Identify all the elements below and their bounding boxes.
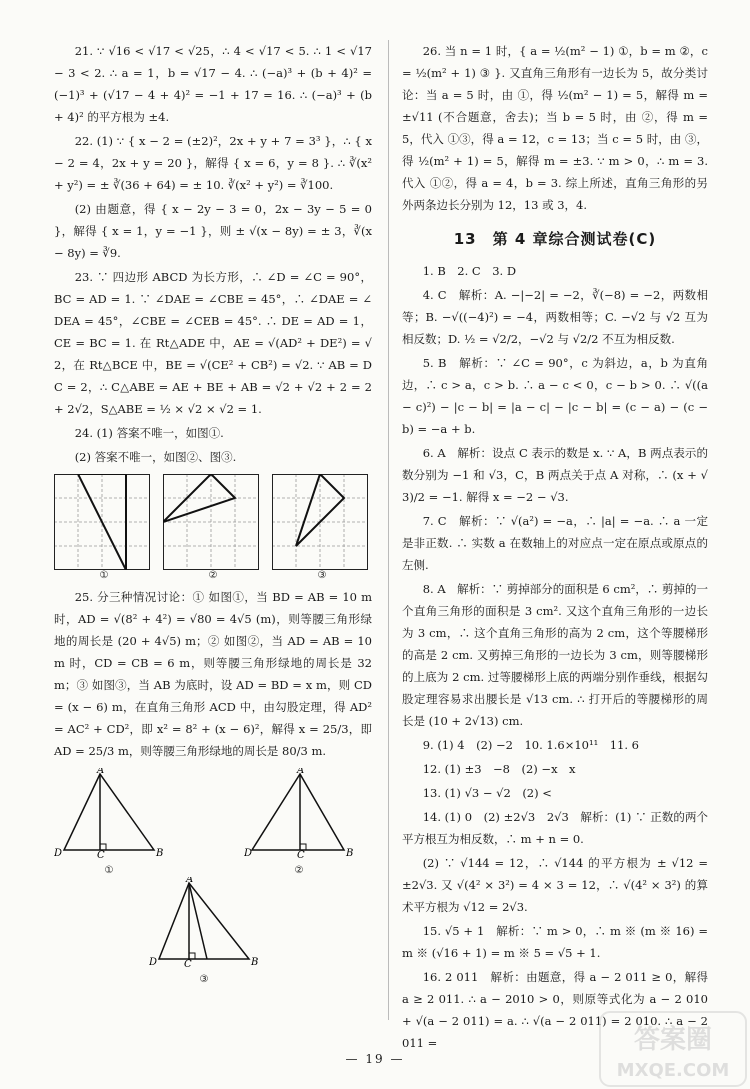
section-title: 13 第 4 章综合测试卷(C) bbox=[453, 230, 657, 248]
watermark-url: MXQE.COM bbox=[616, 1060, 730, 1081]
point-label-a: A bbox=[186, 877, 194, 885]
point-label-b: B bbox=[346, 848, 354, 858]
answer-22-part2: (2) 由题意，得 { x − 2y − 3 = 0，2x − 3y − 5 = 0 }，解得 { x = 1，y = −1 }，则 ± √(x − 8y) = ± 3，∛(x − 8y) = ∛9. bbox=[54, 202, 372, 260]
answer-1-3: 1. B 2. C 3. D bbox=[422, 264, 517, 278]
left-column bbox=[54, 40, 372, 986]
answer-22-part1: 22. (1) ∵ { x − 2 = (±2)²，2x + y + 7 = 3³ }，∴ { x − 2 = 4，2x + y = 20 }，解得 { x = 6，y = 8 }. ∴ ∛(x² + y²) = ± ∛(36 + 64) = ± 10. ∛(x² + y²) = ∛100. bbox=[54, 134, 372, 192]
grid-triangle-3-svg bbox=[272, 474, 368, 570]
grid-figure-2 bbox=[163, 474, 263, 582]
triangle-figure-1-label: ① bbox=[104, 865, 114, 876]
point-label-a: A bbox=[97, 768, 105, 776]
triangle-figure-3-label: ③ bbox=[199, 974, 209, 985]
column-divider bbox=[388, 40, 389, 1020]
grid-figures bbox=[54, 474, 372, 582]
point-label-d: D bbox=[149, 957, 158, 967]
answer-15: 15. √5 + 1 解析：∵ m > 0，∴ m ※ (m ※ 16) = m ※ (√16 + 1) = m ※ 5 = √5 + 1. bbox=[402, 924, 708, 960]
point-label-d: D bbox=[244, 848, 253, 858]
watermark-logo bbox=[598, 1010, 748, 1088]
triangle-figure-2 bbox=[244, 768, 354, 877]
answer-6: 6. A 解析：设点 C 表示的数是 x. ∵ A，B 两点表示的数分别为 −1 和 √3，C，B 两点关于点 A 对称，∴ (x + √3)/2 = −1. 解得 x = −2 − √3. bbox=[402, 446, 708, 504]
grid-triangle-2-svg bbox=[163, 474, 259, 570]
triangle-1-svg bbox=[54, 768, 164, 858]
answer-24-part1: 24. (1) 答案不唯一，如图①. bbox=[74, 426, 224, 440]
triangle-3-svg bbox=[149, 877, 259, 967]
answer-25: 25. 分三种情况讨论：① 如图①，当 BD = AB = 10 m 时，AD = √(8² + 4²) = √80 = 4√5 (m)，则等腰三角形绿地的周长是 (20 + 4√5) m；② 如图②，当 AD = AB = 10 m 时，CD = CB = 6 m，则等腰三角形绿地的周长是 32 m；③ 如图③，当 AB 为底时，设 AD = BD = x m，则 CD = (x − 6) m，在直角三角形 ACD 中，由勾股定理，得 AD² = AC² + CD²，即 x² = 8² + (x − 6)²，解得 x = 25/3，即 AD = 25/3 m，则等腰三角形绿地的周长是 80/3 m. bbox=[54, 590, 372, 758]
answer-8: 8. A 解析：∵ 剪掉部分的面积是 6 cm²，∴ 剪掉的一个直角三角形的面积是 3 cm². 又这个直角三角形的一边长为 3 cm，∴ 这个直角三角形的高为 2 cm，这个等腰梯形的高是 2 cm. 又剪掉三角形的一边长为 3 cm，则等腰梯形的上底为 2 cm. 过等腰梯形上底的两端分别作垂线，根据勾股定理容易求出腰长是 √13 cm. ∴ 打开后的等腰梯形的周长是 (10 + 2√13) cm. bbox=[402, 582, 709, 728]
triangle-figure-2-label: ② bbox=[294, 865, 304, 876]
answer-24-part2: (2) 答案不唯一，如图②、图③. bbox=[74, 450, 237, 464]
point-label-b: B bbox=[156, 848, 164, 858]
triangle-figures-row bbox=[54, 768, 354, 877]
point-label-b: B bbox=[251, 957, 259, 967]
answer-13: 13. (1) √3 − √2 (2) < bbox=[422, 786, 552, 800]
right-column bbox=[402, 40, 708, 1056]
grid-figure-2-label: ② bbox=[208, 570, 218, 581]
answer-26: 26. 当 n = 1 时，{ a = ½(m² − 1) ①，b = m ②，c = ½(m² + 1) ③ }. 又直角三角形有一边长为 5，故分类讨论：当 a = 5 时，由 ①，得 ½(m² − 1) = 5，解得 m = ±√11 (不合题意，舍去)；当 b = 5 时，由 ②，得 m = 5，代入 ①③，得 a = 12，c = 13；当 c = 5 时，由 ③，得 ½(m² + 1) = 5，解得 m = ±3. ∵ m > 0，∴ m = 3. 代入 ①②，得 a = 4，b = 3. 综上所述，直角三角形的另外两条边长分别为 12，13 或 3，4. bbox=[402, 44, 708, 212]
grid-figure-1-label: ① bbox=[99, 570, 109, 581]
triangle-2-svg bbox=[244, 768, 354, 858]
answer-14-part1: 14. (1) 0 (2) ±2√3 2√3 解析：(1) ∵ 正数的两个平方根互为相反数，∴ m + n = 0. bbox=[402, 810, 708, 846]
point-label-a: A bbox=[297, 768, 305, 776]
triangle-figure-1 bbox=[54, 768, 164, 877]
point-label-c: C bbox=[297, 850, 305, 858]
grid-triangle-1-svg bbox=[54, 474, 150, 570]
answer-23: 23. ∵ 四边形 ABCD 为长方形，∴ ∠D = ∠C = 90°，BC = AD = 1. ∵ ∠DAE = ∠CBE = 45°，∴ ∠DAE = ∠DEA = 45°，∠CBE = ∠CEB = 45°. ∴ DE = AD = 1，CE = BC = 1. 在 Rt△ADE 中，AE = √(AD² + DE²) = √2，在 Rt△BCE 中，BE = √(CE² + CB²) = √2. ∵ AB = DC = 2，∴ C△ABE = AE + BE + AB = √2 + √2 + 2 = 2 + 2√2，S△ABE = ½ × √2 × √2 = 1. bbox=[54, 270, 372, 416]
answer-21: 21. ∵ √16 < √17 < √25，∴ 4 < √17 < 5. ∴ 1 < √17 − 3 < 2. ∴ a = 1，b = √17 − 4. ∴ (−a)³ + (b + 4)² = (−1)³ + (√17 − 4 + 4)² = −1 + 17 = 16. ∴ (−a)³ + (b + 4)² 的平方根为 ±4. bbox=[54, 44, 372, 124]
page-number: — 19 — bbox=[345, 1052, 405, 1066]
triangle-figure-3 bbox=[149, 877, 259, 986]
answer-12: 12. (1) ±3 −8 (2) −x x bbox=[422, 762, 576, 776]
grid-figure-1 bbox=[54, 474, 154, 582]
point-label-d: D bbox=[54, 848, 63, 858]
point-label-c: C bbox=[184, 959, 192, 967]
answer-16: 16. 2 011 解析：由题意，得 a − 2 011 ≥ 0，解得 a ≥ 2 011. ∴ a − 2010 > 0，则原等式化为 a − 2 010 + √(a − 2 011) = a. ∴ √(a − 2 011) = 2 010. ∴ a − 2 011 = bbox=[402, 970, 708, 1050]
answer-14-part2: (2) ∵ √144 = 12，∴ √144 的平方根为 ± √12 = ±2√3. 又 √(4² × 3²) = 4 × 3 = 12，∴ √(4² × 3²) 的算术平方根为 √12 = 2√3. bbox=[402, 856, 708, 914]
grid-figure-3 bbox=[272, 474, 372, 582]
answer-4: 4. C 解析：A. −|−2| = −2，∛(−8) = −2，两数相等；B. −√((−4)²) = −4，两数相等；C. −√2 与 √2 互为相反数；D. ½ = √2/2，−√2 与 √2/2 不互为相反数. bbox=[402, 288, 708, 346]
grid-figure-3-label: ③ bbox=[317, 570, 327, 581]
watermark-title: 答案圈 bbox=[633, 1025, 713, 1055]
triangle-figure-3-wrap bbox=[54, 877, 354, 986]
point-label-c: C bbox=[97, 850, 105, 858]
answer-7: 7. C 解析：∵ √(a²) = −a，∴ |a| = −a. ∴ a 一定是非正数. ∴ 实数 a 在数轴上的对应点一定在原点或原点的左侧. bbox=[402, 514, 708, 572]
answer-5: 5. B 解析：∵ ∠C = 90°，c 为斜边，a，b 为直角边，∴ c > a，c > b. ∴ a − c < 0，c − b > 0. ∴ √((a − c)²) − |c − b| = |a − c| − |c − b| = (c − a) − (c − b) = −a + b. bbox=[402, 356, 708, 436]
answer-9-11: 9. (1) 4 (2) −2 10. 1.6×10¹¹ 11. 6 bbox=[422, 738, 639, 752]
